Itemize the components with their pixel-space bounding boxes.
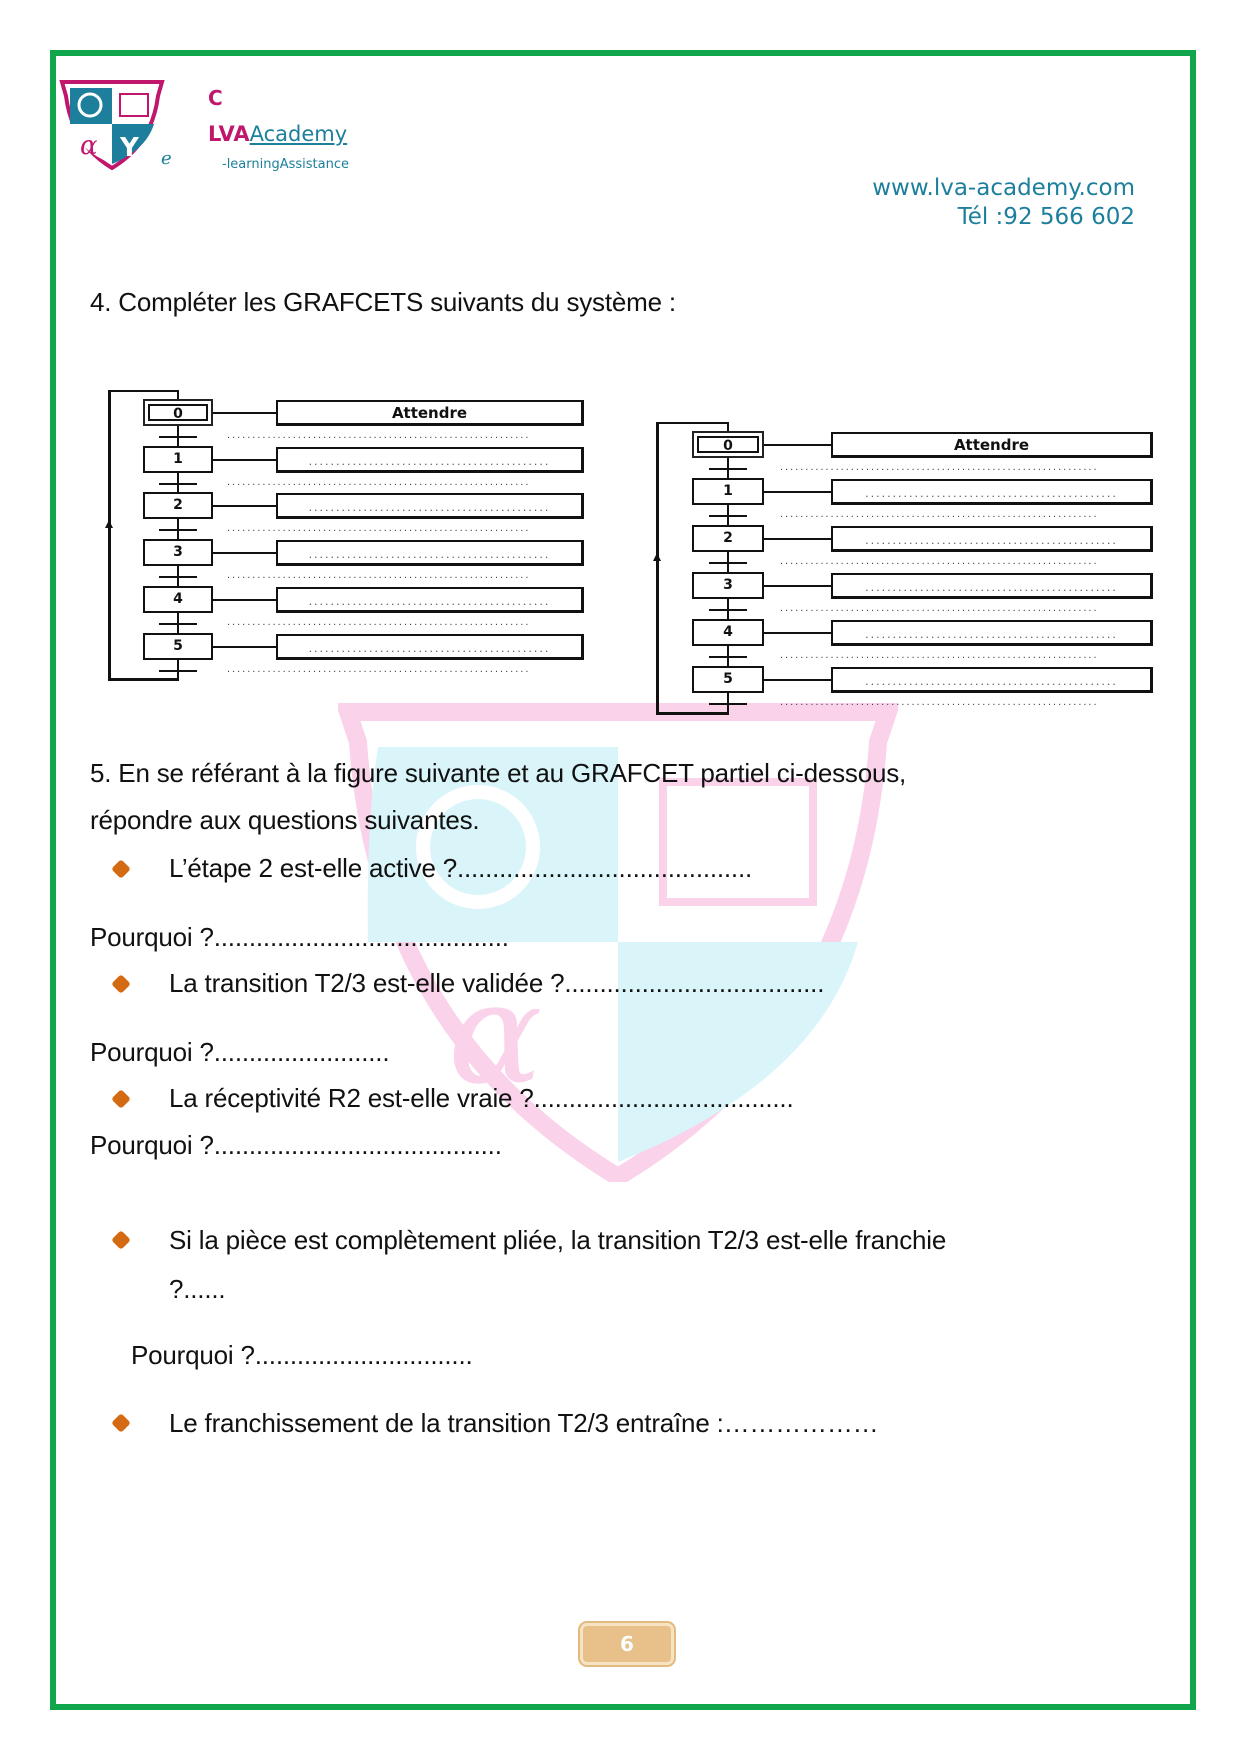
question-5-item-1: L’étape 2 est-elle active ?.......................................... <box>169 853 753 883</box>
question-5-title-line1: 5. En se référant à la figure suivante et au GRAFCET partiel ci-dessous, <box>90 758 907 788</box>
action-blank: ............................................ <box>308 642 551 655</box>
receptivity-blank[interactable]: ............................................................... <box>780 461 1099 473</box>
transition-bar <box>709 656 747 658</box>
transition-bar <box>159 670 197 672</box>
step <box>143 633 213 660</box>
action-blank: ............................................ <box>308 548 551 561</box>
action-connector <box>764 585 831 587</box>
step-number: 4 <box>723 624 733 640</box>
brand-tagline: -learningAssistance <box>222 157 349 172</box>
contact-block <box>872 174 1135 232</box>
transition-bar <box>159 436 197 438</box>
loop-back-line-top <box>108 390 179 392</box>
brand-lva: LVA <box>208 122 250 146</box>
step-number: 1 <box>173 451 183 467</box>
action-label: Attendre <box>953 436 1030 454</box>
receptivity-blank[interactable]: ............................................................ <box>227 522 531 534</box>
action-blank: .............................................. <box>865 581 1118 594</box>
receptivity-blank[interactable]: ............................................................ <box>227 429 531 441</box>
step <box>143 446 213 473</box>
loop-back-line-bottom <box>108 678 179 681</box>
transition-bar <box>709 562 747 564</box>
transition-bar <box>159 576 197 578</box>
receptivity-blank[interactable]: ............................................................ <box>227 616 531 628</box>
transition-bar <box>159 483 197 485</box>
loop-back-line-top <box>656 422 729 424</box>
transition-bar <box>709 609 747 611</box>
step-number: 0 <box>697 436 759 453</box>
action-label: Attendre <box>391 404 468 422</box>
action-connector <box>764 632 831 634</box>
step <box>143 586 213 613</box>
receptivity-blank[interactable]: ............................................................... <box>780 555 1099 567</box>
loop-back-line-bottom <box>656 712 729 715</box>
action-connector <box>764 444 831 446</box>
action-box[interactable] <box>276 540 584 566</box>
question-5-item-2: La transition T2/3 est-elle validée ?..................................... <box>169 968 825 998</box>
action-connector <box>764 538 831 540</box>
transition-bar <box>709 703 747 705</box>
action-blank: .............................................. <box>865 487 1118 500</box>
action-connector <box>213 459 276 461</box>
step-number: 4 <box>173 591 183 607</box>
question-5-item-4-cont: ?...... <box>169 1274 226 1304</box>
arrow-up-icon <box>105 520 113 528</box>
question-5-title-line2: répondre aux questions suivantes. <box>90 805 480 835</box>
action-box[interactable] <box>831 620 1153 646</box>
transition-bar <box>159 529 197 531</box>
lva-shield-logo <box>58 78 166 170</box>
step <box>692 666 764 693</box>
step <box>143 539 213 566</box>
step-number: 1 <box>723 483 733 499</box>
website-link[interactable]: www.lva-academy.com <box>872 175 1135 201</box>
receptivity-blank[interactable]: ............................................................... <box>780 696 1099 708</box>
action-connector <box>213 599 276 601</box>
action-box[interactable] <box>276 587 584 613</box>
action-blank: ............................................ <box>308 595 551 608</box>
action-box[interactable] <box>831 573 1153 599</box>
phone-number: Tél :92 566 602 <box>957 204 1135 230</box>
action-box[interactable] <box>831 526 1153 552</box>
receptivity-blank[interactable]: ............................................................ <box>227 569 531 581</box>
brand-letter: C <box>208 86 223 110</box>
action-box[interactable] <box>276 447 584 473</box>
initial-step <box>692 431 764 458</box>
question-5-item-1-why: Pourquoi ?.......................................... <box>90 922 509 952</box>
step <box>143 492 213 519</box>
page-number-badge: 6 <box>580 1623 674 1665</box>
action-box-attendre <box>276 400 584 426</box>
action-blank: .............................................. <box>865 628 1118 641</box>
receptivity-blank[interactable]: ............................................................ <box>227 663 531 675</box>
question-5-item-3: La réceptivité R2 est-elle vraie ?..................................... <box>169 1083 794 1113</box>
transition-bar <box>159 623 197 625</box>
question-5-item-5: Le franchissement de la transition T2/3 entraîne :……………… <box>169 1408 879 1438</box>
step-number: 5 <box>723 671 733 687</box>
loop-back-line <box>108 390 111 678</box>
action-box[interactable] <box>276 634 584 660</box>
step-number: 5 <box>173 638 183 654</box>
step <box>692 572 764 599</box>
question-4-title: 4. Compléter les GRAFCETS suivants du système : <box>90 287 676 317</box>
step <box>692 619 764 646</box>
question-5-item-4: Si la pièce est complètement pliée, la transition T2/3 est-elle franchie <box>169 1225 947 1255</box>
initial-step <box>143 399 213 426</box>
brand-academy: Academy <box>249 122 348 146</box>
action-box-attendre <box>831 432 1153 458</box>
action-connector <box>764 491 831 493</box>
step-number: 2 <box>723 530 733 546</box>
step <box>692 525 764 552</box>
action-box[interactable] <box>276 493 584 519</box>
action-connector <box>213 412 276 414</box>
action-blank: ............................................ <box>308 501 551 514</box>
svg-text:α: α <box>448 953 543 1116</box>
step-number: 2 <box>173 497 183 513</box>
action-blank: .............................................. <box>865 675 1118 688</box>
action-blank: .............................................. <box>865 534 1118 547</box>
step-number: 3 <box>173 544 183 560</box>
question-5-item-4-why: Pourquoi ?............................... <box>131 1340 473 1370</box>
svg-text:Y: Y <box>120 133 139 163</box>
action-connector <box>213 646 276 648</box>
arrow-up-icon <box>653 553 661 561</box>
step-number: 3 <box>723 577 733 593</box>
action-connector <box>213 505 276 507</box>
step <box>692 478 764 505</box>
receptivity-blank[interactable]: ............................................................... <box>780 602 1099 614</box>
transition-bar <box>709 515 747 517</box>
brand-name <box>208 122 347 146</box>
receptivity-blank[interactable]: ............................................................ <box>227 476 531 488</box>
action-box[interactable] <box>831 667 1153 693</box>
action-connector <box>764 679 831 681</box>
question-5-item-3-why: Pourquoi ?......................................... <box>90 1130 502 1160</box>
transition-bar <box>709 468 747 470</box>
action-blank: ............................................ <box>308 455 551 468</box>
loop-back-line <box>656 422 659 712</box>
receptivity-blank[interactable]: ............................................................... <box>780 649 1099 661</box>
step-number: 0 <box>148 404 208 421</box>
question-5-item-2-why: Pourquoi ?......................... <box>90 1037 390 1067</box>
action-box[interactable] <box>831 479 1153 505</box>
brand-e: e <box>161 148 172 169</box>
receptivity-blank[interactable]: ............................................................... <box>780 508 1099 520</box>
action-connector <box>213 552 276 554</box>
svg-text:α: α <box>80 131 98 161</box>
